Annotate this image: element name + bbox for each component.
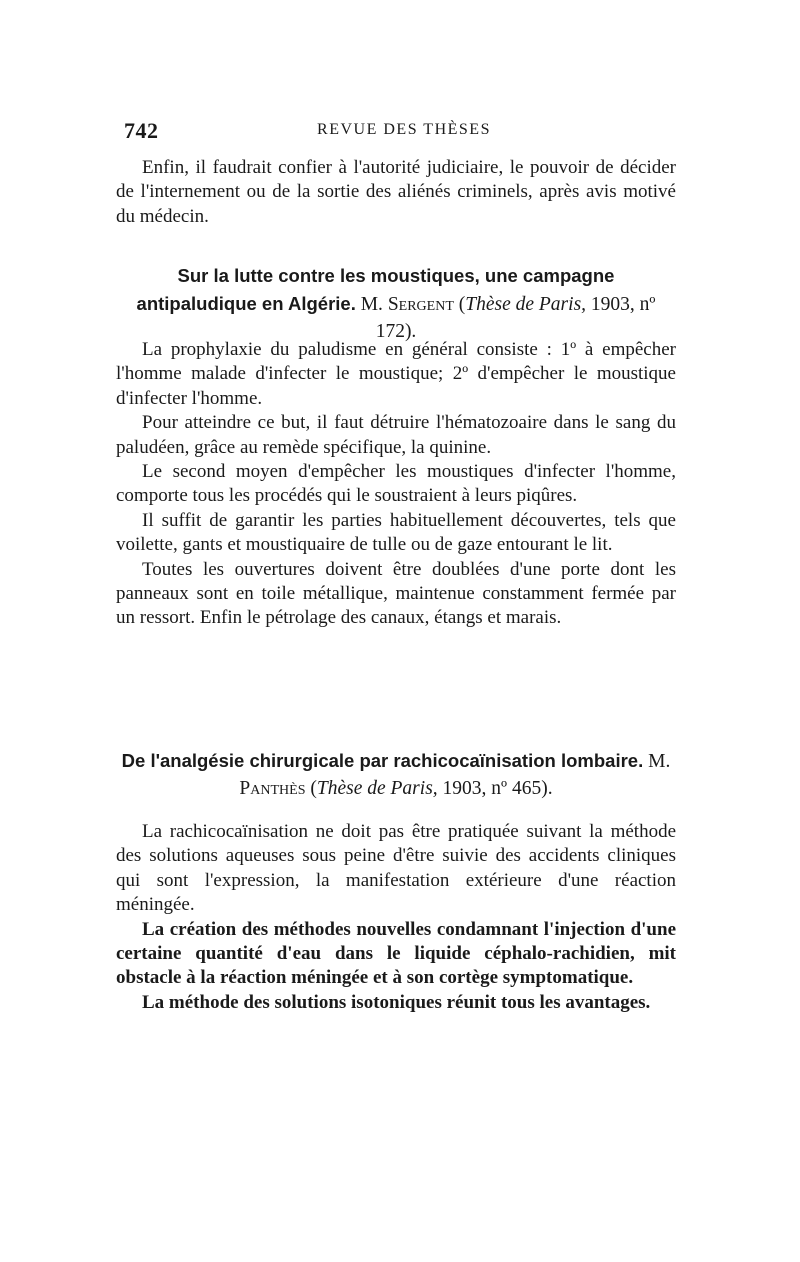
paragraph: Enfin, il faudrait confier à l'autorité judiciaire, le pouvoir de décider de l'internement ou de la sortie des aliénés criminels, après avis motivé du médecin. (116, 157, 676, 227)
running-title: REVUE DES THÈSES (317, 121, 491, 138)
citation-source: Thèse de Paris, (465, 294, 587, 315)
paragraph: La rachicocaïnisation ne doit pas être pratiquée suivant la méthode des solutions aqueuses sous peine d'être suivie des accidents cliniques qui sont l'expression, la manifestation extérieure d'une réaction méningée. (116, 821, 676, 916)
citation-open: ( (310, 778, 317, 799)
section-heading-1 (116, 262, 676, 345)
section-heading-2 (116, 747, 676, 802)
intro-text (116, 156, 676, 229)
citation-open: ( (458, 294, 466, 315)
section-2-body (116, 820, 676, 1015)
paragraph: Il suffit de garantir les parties habituellement découvertes, tels que voilette, gants et moustiquaire de tulle ou de gaze entourant le lit. (116, 509, 676, 556)
page-number: 742 (124, 118, 159, 143)
running-head (124, 118, 684, 144)
author-name: Sergent (387, 294, 454, 315)
author-name: Panthès (239, 778, 306, 799)
author-prefix: M. (360, 294, 383, 315)
section-1-body (116, 338, 676, 631)
paragraph: Pour atteindre ce but, il faut détruire l'hématozoaire dans le sang du paludéen, grâce au remède spécifique, la quinine. (116, 412, 676, 458)
paragraph: La création des méthodes nouvelles condamnant l'injection d'une certaine quantité d'eau dans le liquide céphalo-rachidien, mit obstacle à la réaction méningée et à son cortège symptomatique. (116, 918, 676, 989)
author-prefix: M. (648, 751, 671, 772)
section-title: Sur la lutte contre les moustiques, une campagne antipaludique en Algérie. (136, 265, 615, 314)
section-title: De l'analgésie chirurgicale par rachicocaïnisation lombaire. (121, 750, 644, 771)
paragraph: Le second moyen d'empêcher les moustiques d'infecter l'homme, comporte tous les procédés qui le soustraient à leurs piqûres. (116, 461, 676, 507)
paragraph: Toutes les ouvertures doivent être doublées d'une porte dont les panneaux sont en toile métallique, maintenue constamment fermée par un ressort. Enfin le pétrolage des canaux, étangs et marais. (116, 558, 676, 629)
citation-details: 1903, nº 172). (375, 294, 656, 342)
paragraph: La méthode des solutions isotoniques réunit tous les avantages. (142, 991, 651, 1013)
paragraph: La prophylaxie du paludisme en général consiste : 1º à empêcher l'homme malade d'infecter le moustique; 2º d'empêcher le moustique d'infecter l'homme. (116, 339, 676, 409)
citation-details: 1903, nº 465). (437, 778, 553, 799)
citation-source: Thèse de Paris, (316, 778, 438, 799)
